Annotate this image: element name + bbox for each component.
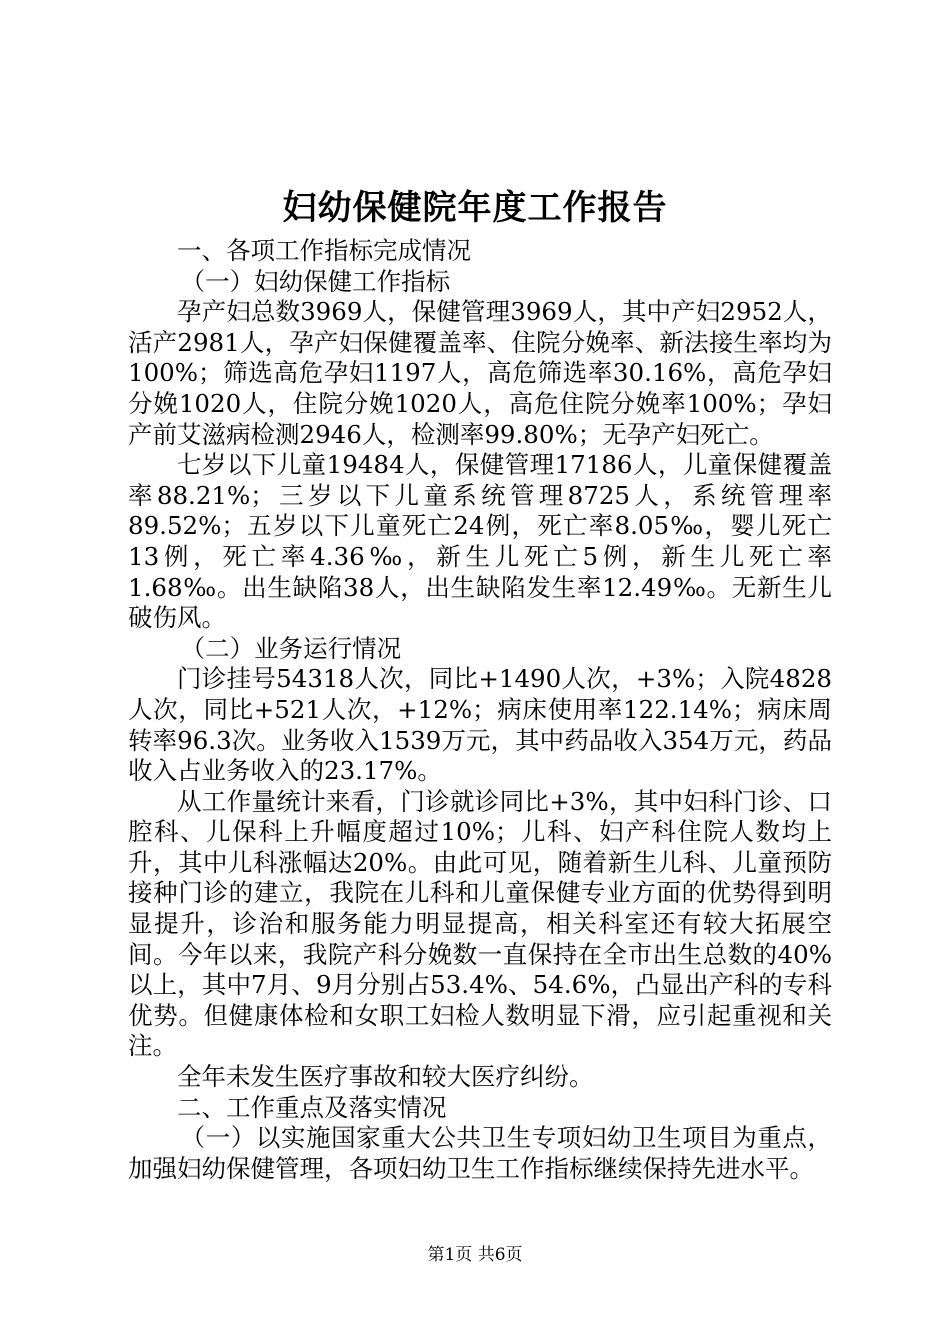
paragraph-maternal-indicators: 孕产妇总数3969人，保健管理3969人，其中产妇2952人，活产2981人，孕产妇保健覆盖率、住院分娩率、新法接生率均为100%；筛选高危孕妇1197人，高危筛选率30.16%，高危孕妇分娩1020人，住院分娩1020人，高危住院分娩率100%；孕妇产前艾滋病检测2946人，检测率99.80%；无孕产妇死亡。 — [128, 297, 832, 449]
page-footer: 第1页 共6页 — [427, 1245, 523, 1265]
paragraph-no-incidents: 全年未发生医疗事故和较大医疗纠纷。 — [177, 1062, 594, 1092]
section-heading-1: 一、各项工作指标完成情况 — [177, 236, 471, 265]
subsection-heading-2-1: （一）以实施国家重大公共卫生专项妇幼卫生项目为重点，加强妇幼保健管理，各项妇幼卫生工作指标继续保持先进水平。 — [128, 1123, 832, 1183]
subsection-heading-1-1: （一）妇幼保健工作指标 — [180, 266, 451, 296]
paragraph-child-indicators: 七岁以下儿童19484人，保健管理17186人，儿童保健覆盖率88.21%；三岁以下儿童系统管理8725人，系统管理率89.52%；五岁以下儿童死亡24例，死亡率8.05‰，婴儿死亡13例，死亡率4.36‰，新生儿死亡5例，新生儿死亡率1.68‰。出生缺陷38人，出生缺陷发生率12.49‰。无新生儿破伤风。 — [128, 450, 832, 633]
section-heading-2: 二、工作重点及落实情况 — [177, 1092, 447, 1122]
document-body — [128, 236, 832, 1184]
document-title: 妇幼保健院年度工作报告 — [282, 188, 668, 228]
paragraph-operations: 门诊挂号54318人次，同比+1490人次，+3%；入院4828人次，同比+521人次，+12%；病床使用率122.14%；病床周转率96.3次。业务收入1539万元，其中药品收入354万元，药品收入占业务收入的23.17%。 — [128, 664, 832, 786]
paragraph-workload-analysis: 从工作量统计来看，门诊就诊同比+3%，其中妇科门诊、口腔科、儿保科上升幅度超过10%；儿科、妇产科住院人数均上升，其中儿科涨幅达20%。由此可见，随着新生儿科、儿童预防接种门诊的建立，我院在儿科和儿童保健专业方面的优势得到明显提升，诊治和服务能力明显提高，相关科室还有较大拓展空间。今年以来，我院产科分娩数一直保持在全市出生总数的40%以上，其中7月、9月分别占53.4%、54.6%，凸显出产科的专科优势。但健康体检和女职工妇检人数明显下滑，应引起重视和关注。 — [128, 786, 832, 1061]
subsection-heading-1-2: （二）业务运行情况 — [180, 633, 402, 663]
